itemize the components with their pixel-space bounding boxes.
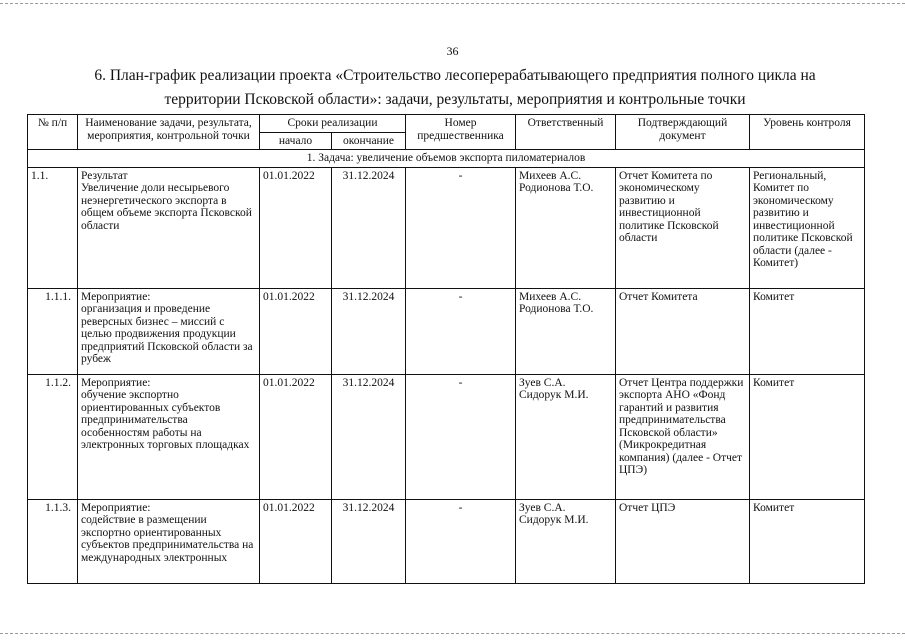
row-responsible	[516, 374, 616, 499]
row-name-kind: Мероприятие:	[81, 290, 151, 303]
table-row	[28, 499, 865, 583]
responsible-2: Сидорук М.И.	[519, 389, 589, 401]
responsible-2: Сидорук М.И.	[519, 514, 589, 526]
header-start: начало	[260, 132, 332, 150]
responsible-1: Зуев С.А.	[519, 501, 566, 514]
row-end: 31.12.2024	[332, 499, 406, 583]
row-level: Комитет	[750, 374, 865, 499]
header-terms: Сроки реализации	[260, 115, 406, 133]
header-document: Подтверждающий документ	[616, 115, 750, 150]
responsible-2: Родионова Т.О.	[519, 303, 594, 315]
table-row	[28, 288, 865, 374]
row-name-text: Увеличение доли несырьевого неэнергетического экспорта в общем объеме экспорта Псковской области	[81, 182, 252, 232]
row-num: 1.1.1.	[28, 288, 78, 374]
row-name-kind: Результат	[81, 169, 128, 182]
row-predecessor: -	[406, 167, 516, 288]
row-name	[78, 374, 260, 499]
task-row	[28, 150, 865, 168]
responsible-2: Родионова Т.О.	[519, 182, 594, 194]
row-level: Комитет	[750, 288, 865, 374]
row-document: Отчет ЦПЭ	[616, 499, 750, 583]
title-line-1: 6. План-график реализации проекта «Строительство лесоперерабатывающего предприятия полного цикла на	[94, 67, 816, 84]
row-num: 1.1.	[28, 167, 78, 288]
document-title	[55, 64, 855, 112]
header-predecessor: Номер предшественника	[406, 115, 516, 150]
row-level: Региональный, Комитет по экономическому развитию и инвестиционной политике Псковской области (далее - Комитет)	[750, 167, 865, 288]
row-name	[78, 499, 260, 583]
row-start: 01.01.2022	[260, 374, 332, 499]
row-name	[78, 167, 260, 288]
table-row	[28, 167, 865, 288]
responsible-1: Зуев С.А.	[519, 376, 566, 389]
row-name-text: организация и проведение реверсных бизнес – миссий с целью продвижения продукции предприятий Псковской области за рубеж	[81, 303, 253, 365]
plan-schedule-table	[27, 114, 865, 584]
task-label: 1. Задача: увеличение объемов экспорта пиломатериалов	[28, 150, 865, 168]
header-num: № п/п	[28, 115, 78, 150]
row-document: Отчет Центра поддержки экспорта АНО «Фонд гарантий и развития предпринимательства Псковской области» (Микрокредитная компания) (далее - Отчет ЦПЭ)	[616, 374, 750, 499]
bottom-scan-edge	[0, 633, 905, 634]
row-start: 01.01.2022	[260, 288, 332, 374]
row-predecessor: -	[406, 374, 516, 499]
header-level: Уровень контроля	[750, 115, 865, 150]
row-end: 31.12.2024	[332, 167, 406, 288]
row-document: Отчет Комитета	[616, 288, 750, 374]
responsible-1: Михеев А.С.	[519, 169, 582, 182]
title-line-2: территории Псковской области»: задачи, результаты, мероприятия и контрольные точки	[164, 91, 746, 108]
row-start: 01.01.2022	[260, 167, 332, 288]
responsible-1: Михеев А.С.	[519, 290, 582, 303]
row-name-kind: Мероприятие:	[81, 376, 151, 389]
header-responsible: Ответственный	[516, 115, 616, 150]
table-row	[28, 374, 865, 499]
row-name-kind: Мероприятие:	[81, 501, 151, 514]
row-name	[78, 288, 260, 374]
row-predecessor: -	[406, 288, 516, 374]
row-responsible	[516, 167, 616, 288]
top-scan-edge	[0, 3, 905, 4]
row-end: 31.12.2024	[332, 374, 406, 499]
row-predecessor: -	[406, 499, 516, 583]
row-num: 1.1.2.	[28, 374, 78, 499]
row-name-text: обучение экспортно ориентированных субъектов предпринимательства особенностям работы на электронных торговых площадках	[81, 389, 250, 451]
row-level: Комитет	[750, 499, 865, 583]
page-number: 36	[446, 44, 459, 58]
row-document: Отчет Комитета по экономическому развитию и инвестиционной политике Псковской области	[616, 167, 750, 288]
row-start: 01.01.2022	[260, 499, 332, 583]
header-name: Наименование задачи, результата, мероприятия, контрольной точки	[78, 115, 260, 150]
row-responsible	[516, 499, 616, 583]
row-end: 31.12.2024	[332, 288, 406, 374]
row-num: 1.1.3.	[28, 499, 78, 583]
header-row	[28, 115, 865, 133]
row-responsible	[516, 288, 616, 374]
row-name-text: содействие в размещении экспортно ориентированных субъектов предпринимательства на международных электронных	[81, 514, 254, 564]
header-end: окончание	[332, 132, 406, 150]
